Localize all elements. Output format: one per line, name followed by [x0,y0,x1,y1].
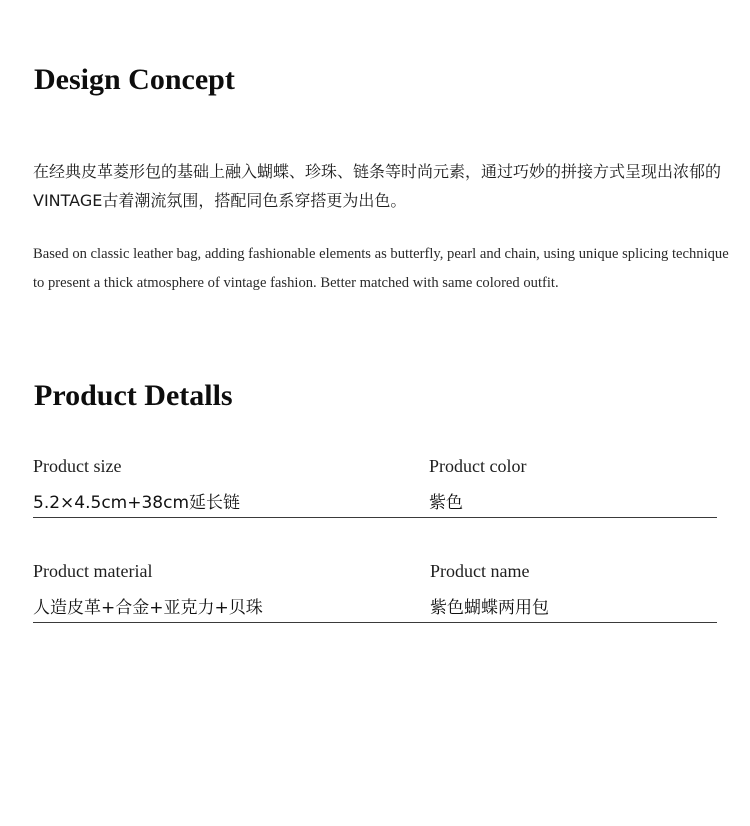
product-color-field [429,455,717,518]
product-name-field [430,560,717,623]
design-concept-description-cn: 在经典皮革菱形包的基础上融入蝴蝶、珍珠、链条等时尚元素，通过巧妙的拼接方式呈现出浓郁的VINTAGE古着潮流氛围，搭配同色系穿搭更为出色。 [33,162,722,210]
product-color-value: 紫色 [429,492,717,518]
product-material-label: Product material [33,561,153,581]
product-name-value: 紫色蝴蝶两用包 [430,597,717,623]
product-size-field [33,455,430,518]
product-size-label: Product size [33,456,122,476]
product-details-title: Product Detalls [34,379,233,412]
product-material-value: 人造皮革+合金+亚克力+贝珠 [33,597,430,623]
product-size-value: 5.2×4.5cm+38cm延长链 [33,492,430,518]
design-concept-title: Design Concept [34,63,235,96]
product-color-label: Product color [429,456,527,476]
product-name-label: Product name [430,561,530,581]
product-material-field [33,560,430,623]
design-concept-description-en: Based on classic leather bag, adding fashionable elements as butterfly, pearl and chain, using unique splicing technique to present a thick atmosphere of vintage fashion. Better matched with same colored outfit. [33,246,729,291]
